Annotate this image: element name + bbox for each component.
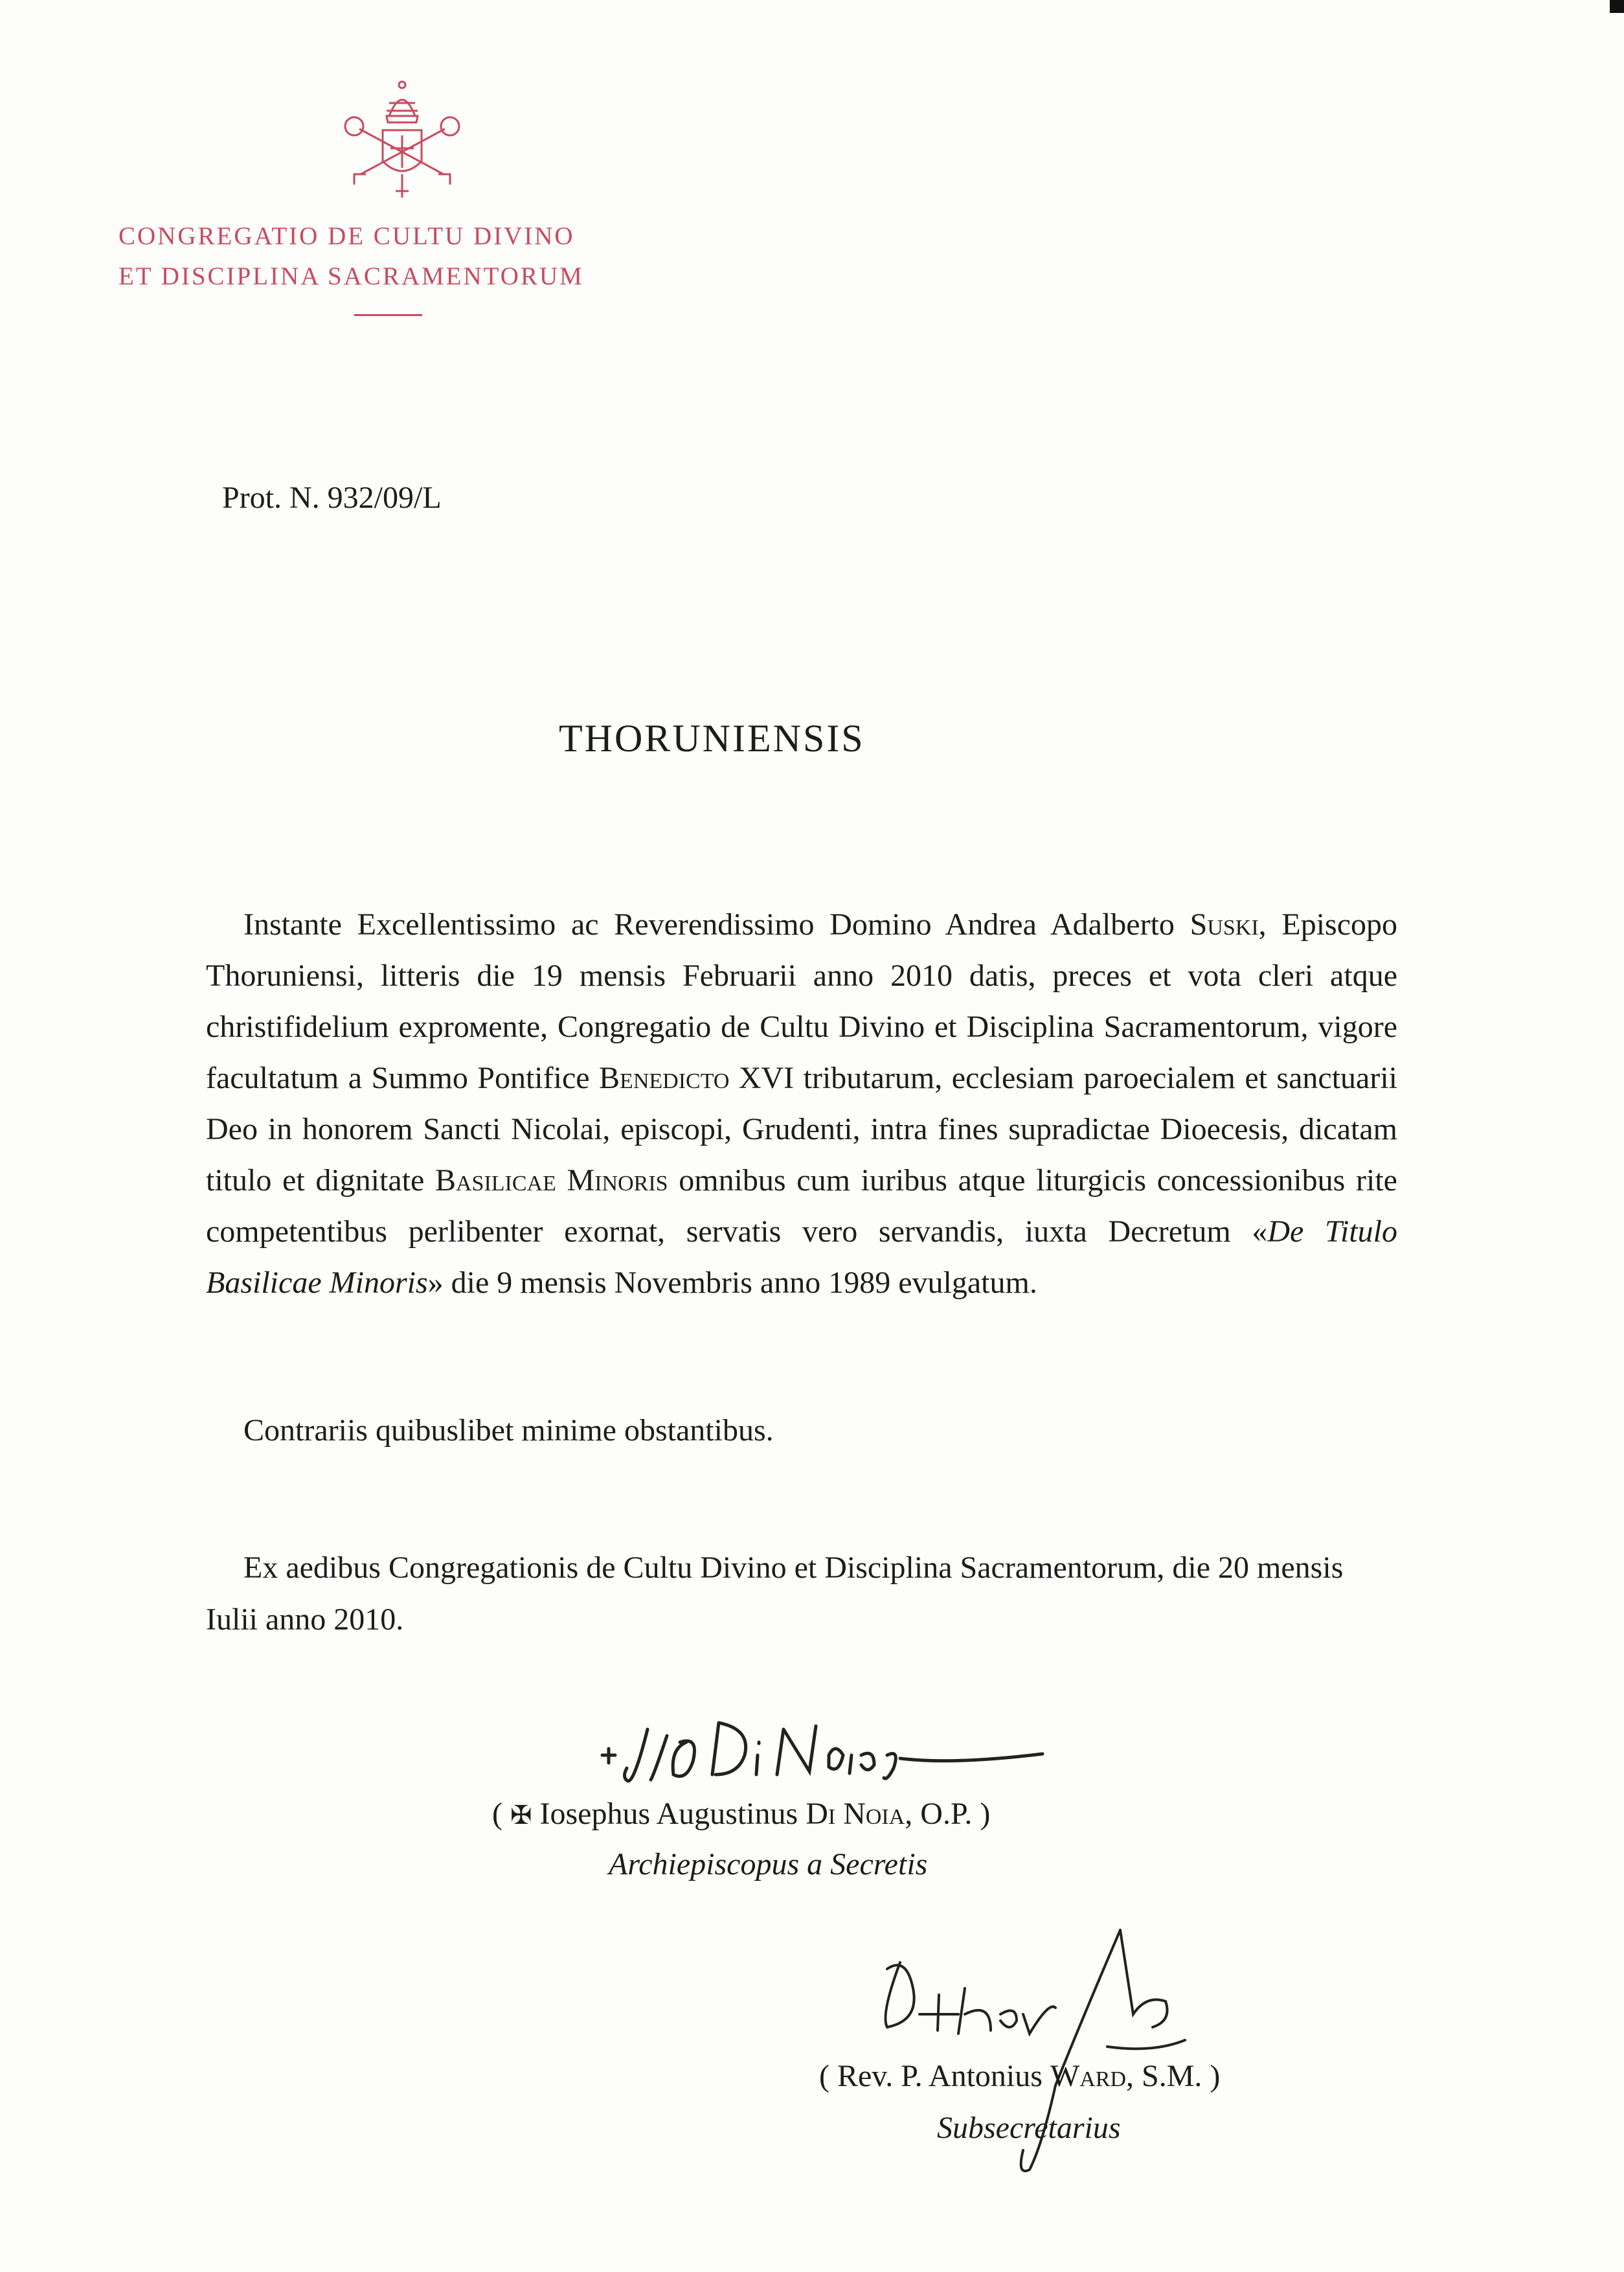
body-text-4: omnibus cum iuribus atque liturgicis concessionibus rite competentibus perlibenter exornat, servatis vero servandis, iuxta Decretum « [206, 1163, 1397, 1249]
undersecretary-role: Subsecretarius [937, 2111, 1121, 2145]
archbishop-surname: Di Noia [806, 1797, 905, 1831]
archbishop-name: ( ✠ Iosephus Augustinus Di Noia, O.P. ) [492, 1797, 991, 1831]
body-text-1: Instante Excellentissimo ac Reverendissimo Domino Andrea Adalberto [243, 907, 1175, 942]
dateline [206, 1542, 1397, 1646]
archbishop-signature [589, 1703, 1055, 1794]
document-title: THORUNIENSIS [559, 717, 865, 760]
congregation-name-line1: CONGREGATIO DE CULTU DIVINO [118, 222, 575, 250]
body-text-3: XVI tributarum, ecclesiam paroecialem et sanctuarii Deo in honorem Sancti Nicolai, episcopi, Grudenti, intra fines supradictae Dioecesis, dicatam titulo et dignitate [206, 1061, 1397, 1198]
dateline-text: Ex aedibus Congregationis de Cultu Divino et Disciplina Sacramentorum, die 20 mensis Iulii anno 2010. [206, 1551, 1344, 1637]
basilica-title: Basilicae Minoris [434, 1163, 668, 1198]
archbishop-role: Archiepiscopus a Secretis [609, 1847, 928, 1881]
page-corner-mark [1610, 0, 1624, 13]
cross-icon: ✠ [510, 1801, 532, 1830]
protocol-number: Prot. N. 932/09/L [222, 481, 442, 515]
decree-name: De Titulo Basilicae Minoris [206, 1214, 1397, 1300]
header-divider [354, 314, 422, 316]
pope-name: Benedicto [599, 1061, 730, 1095]
body-text-2: , Episcopo Thoruniensi, litteris die 19 mensis Februarii anno 2010 datis, preces et vota cleri atque christifidelium exprомente, Congregatio de Cultu Divino et Disciplina Sacramentorum, vigore facultatum a Summo Pontifice [206, 907, 1398, 1095]
papal-crest-icon [335, 77, 469, 199]
decree-body [206, 899, 1397, 1308]
bishop-surname: Suski [1190, 907, 1259, 942]
undersecretary-surname: Ward [1050, 2059, 1127, 2093]
closing-clause: Contrariis quibuslibet minime obstantibus. [243, 1413, 774, 1448]
body-text-5: » die 9 mensis Novembris anno 1989 evulgatum. [427, 1266, 1037, 1300]
congregation-name-line2: ET DISCIPLINA SACRAMENTORUM [118, 262, 584, 290]
undersecretary-name: ( Rev. P. Antonius Ward, S.M. ) [819, 2059, 1221, 2093]
